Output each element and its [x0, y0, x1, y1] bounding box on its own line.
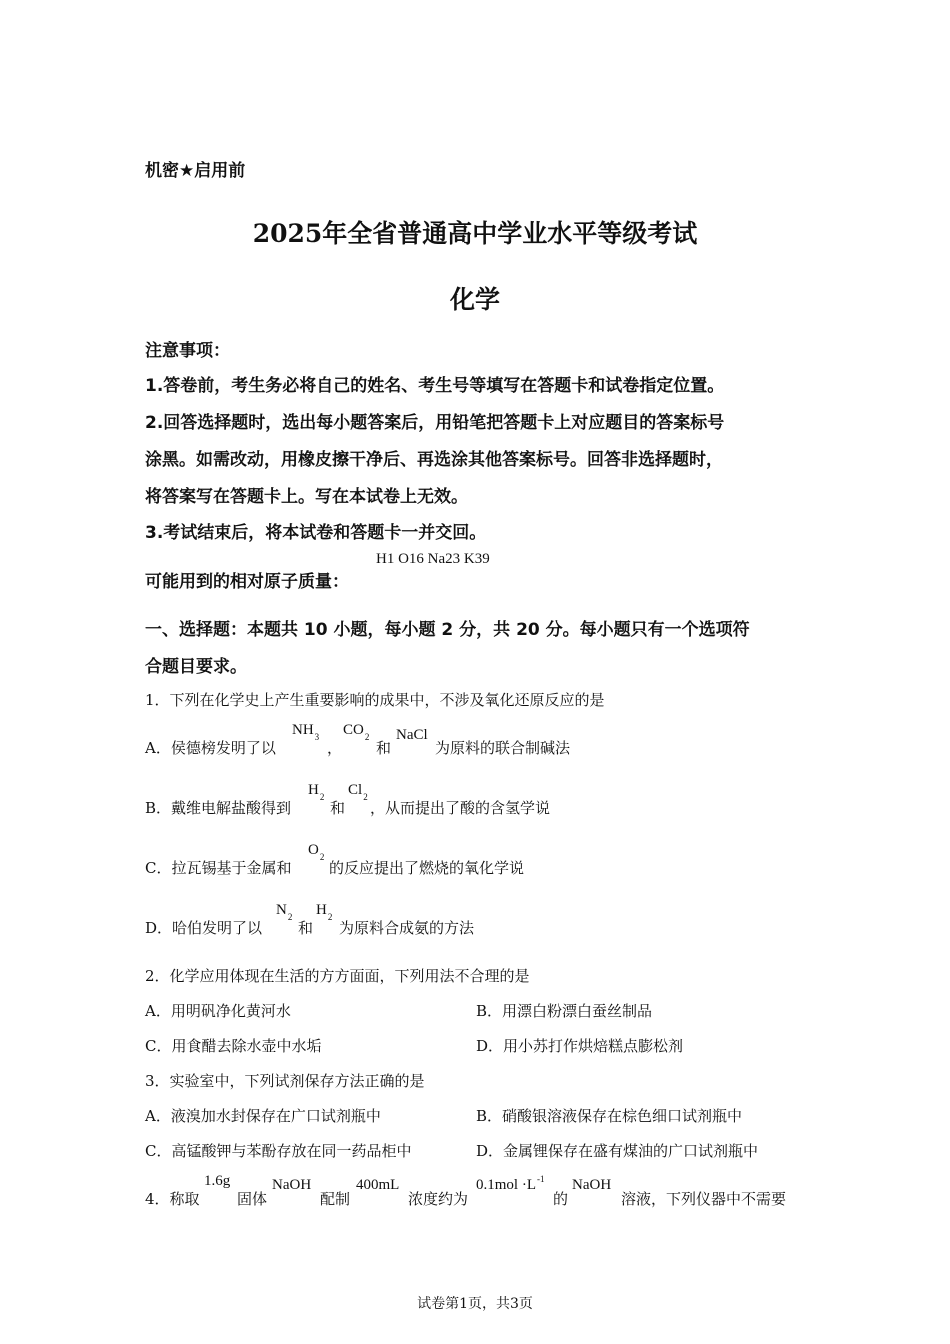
q1-a-nh3: $NH_3$ [292, 722, 320, 742]
q1-c-post: 的反应提出了燃烧的氧化学说 [329, 859, 525, 877]
q4-t4: 的 [553, 1190, 569, 1208]
q4-volume: 400mL [356, 1177, 400, 1193]
notice-item-3: 3.考试结束后，将本试卷和答题卡一并交回。 [145, 523, 487, 543]
q4-mass: 1.6g [204, 1173, 231, 1189]
notice-item-1: 1.答卷前，考生务必将自己的姓名、考生号等填写在答题卡和试卷指定位置。 [145, 376, 725, 396]
q3-stem: 3．实验室中，下列试剂保存方法正确的是 [145, 1072, 425, 1090]
q1-a-comma: ， [327, 739, 343, 757]
q1-d-post: 为原料合成氨的方法 [339, 919, 475, 937]
q2-option-a: A．用明矾净化黄河水 [145, 1002, 291, 1020]
q1-b-pre: B．戴维电解盐酸得到 [145, 799, 292, 817]
q1-b-he: 和 [330, 799, 346, 817]
q1-b-post: ，从而提出了酸的含氢学说 [370, 799, 551, 817]
q1-d-pre: D．哈伯发明了以 [145, 919, 263, 937]
q4-t1: 固体 [237, 1190, 268, 1208]
page-footer: 试卷第1页，共3页 [417, 1296, 533, 1312]
q2-option-b: B．用漂白粉漂白蚕丝制品 [476, 1002, 653, 1020]
q4-t2: 配制 [320, 1190, 351, 1208]
q1-d-he: 和 [298, 919, 314, 937]
q1-stem: 1．下列在化学史上产生重要影响的成果中，不涉及氧化还原反应的是 [145, 691, 605, 709]
notice-item-2-line-2: 涂黑。如需改动，用橡皮擦干净后、再选涂其他答案标号。回答非选择题时， [145, 450, 723, 470]
q1-a-he: 和 [376, 739, 392, 757]
q1-c-pre: C．拉瓦锡基于金属和 [145, 859, 292, 877]
exam-title: 2025年全省普通高中学业水平等级考试 [252, 219, 698, 248]
atomic-mass-label: 可能用到的相对原子质量： [145, 572, 349, 592]
subject-title: 化学 [449, 285, 500, 314]
section1-line-1: 一、选择题：本题共 10 小题，每小题 2 分，共 20 分。每小题只有一个选项符 [145, 620, 750, 640]
q4-concentration: $0.1mol \cdot L^{-1}$ [476, 1174, 545, 1193]
q1-a-co2: $CO_2$ [343, 722, 370, 742]
q2-option-d: D．用小苏打作烘焙糕点膨松剂 [476, 1037, 684, 1055]
q4-t5: 溶液，下列仪器中不需要 [621, 1190, 787, 1208]
section1-line-2: 合题目要求。 [145, 657, 247, 677]
q1-d-n2: $N_2$ [276, 902, 293, 922]
q1-b-cl2: $Cl_2$ [348, 782, 368, 802]
q1-b-h2: $H_2$ [308, 782, 325, 802]
q1-a-nacl: NaCl [396, 727, 428, 743]
q4-t3: 浓度约为 [408, 1190, 469, 1208]
q3-option-a: A．液溴加水封保存在广口试剂瓶中 [145, 1107, 381, 1125]
q1-a-pre: A．侯德榜发明了以 [145, 739, 276, 757]
notice-item-2-line-1: 2.回答选择题时，选出每小题答案后，用铅笔把答题卡上对应题目的答案标号 [145, 413, 725, 433]
notice-heading: 注意事项： [145, 341, 230, 361]
q2-stem: 2．化学应用体现在生活的方方面面，下列用法不合理的是 [145, 967, 530, 985]
q3-option-b: B．硝酸银溶液保存在棕色细口试剂瓶中 [476, 1107, 743, 1125]
q4-naoh-2: NaOH [572, 1177, 612, 1193]
q2-option-c: C．用食醋去除水壶中水垢 [145, 1037, 322, 1055]
notice-item-2-line-3: 将答案写在答题卡上。写在本试卷上无效。 [145, 487, 468, 507]
atomic-mass-values: H1 O16 Na23 K39 [376, 551, 490, 567]
q1-d-h2: $H_2$ [316, 902, 333, 922]
confidential-label: 机密★启用前 [145, 161, 246, 181]
q4-pre: 4．称取 [145, 1190, 200, 1208]
q3-option-d: D．金属锂保存在盛有煤油的广口试剂瓶中 [476, 1142, 759, 1160]
q1-c-o2: $O_2$ [308, 842, 325, 862]
q4-naoh-1: NaOH [272, 1177, 312, 1193]
q1-a-post: 为原料的联合制碱法 [435, 739, 571, 757]
q3-option-c: C．高锰酸钾与苯酚存放在同一药品柜中 [145, 1142, 412, 1160]
